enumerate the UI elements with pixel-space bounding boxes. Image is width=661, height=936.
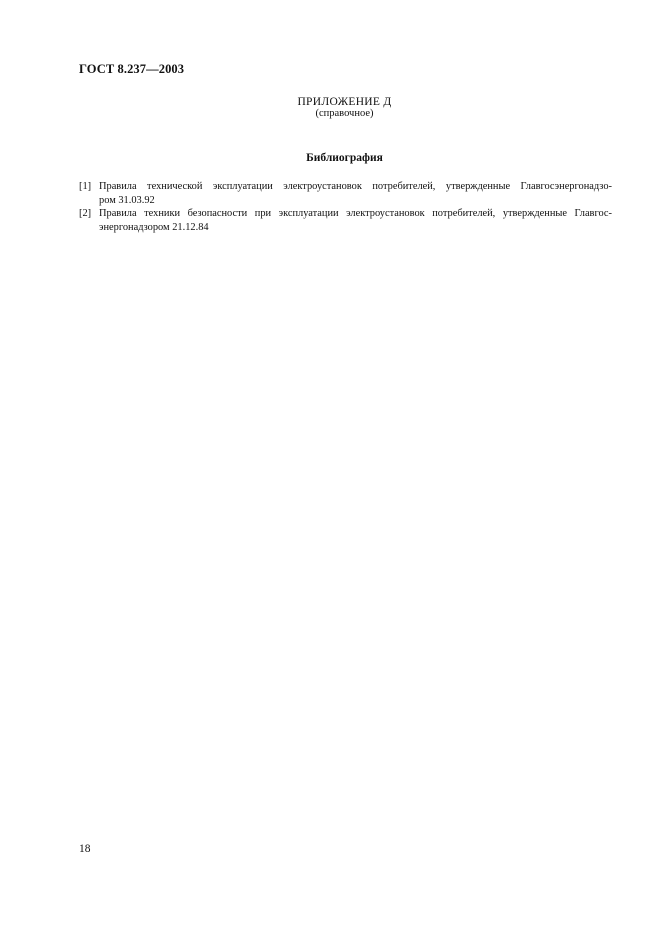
bibliography-entry-line: ром 31.03.92 [99, 194, 155, 206]
bibliography-entry-line: Правила технической эксплуатации электроустановок потребителей, утвержденные Главгосэнергонадзо- [99, 181, 612, 192]
bibliography-entry-line: Правила техники безопасности при эксплуатации электроустановок потребителей, утвержденные Главгос- [99, 208, 612, 219]
bibliography-entry-line: энергонадзором 21.12.84 [99, 221, 209, 233]
appendix-subtitle: (справочное) [315, 108, 374, 119]
bibliography-list [79, 180, 612, 234]
document-code-header: ГОСТ 8.237—2003 [79, 62, 185, 76]
bibliography-entry-text [99, 180, 612, 207]
bibliography-entry-number: [2] [79, 208, 92, 219]
bibliography-entry-number: [1] [79, 181, 92, 192]
appendix-heading [79, 96, 610, 120]
page-number: 18 [79, 843, 91, 855]
bibliography-entry-text [99, 207, 612, 234]
bibliography-entry [79, 207, 612, 234]
appendix-title: ПРИЛОЖЕНИЕ Д [297, 96, 392, 108]
bibliography-title: Библиография [306, 152, 383, 164]
bibliography-entry [79, 180, 612, 207]
